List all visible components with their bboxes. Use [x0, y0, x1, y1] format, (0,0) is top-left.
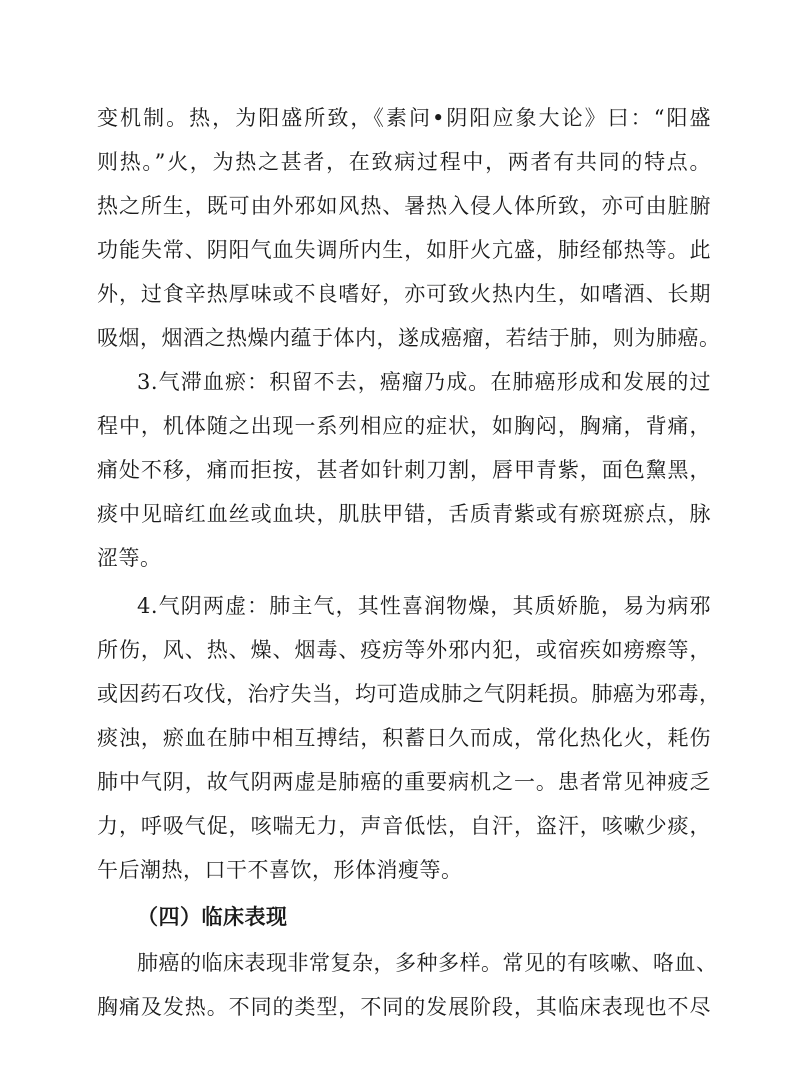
paragraph-first-line: 肺癌的临床表现非常复杂，多种多样。常见的有咳嗽、咯血、: [137, 951, 718, 975]
text-line: 肺中气阴，故气阴两虚是肺癌的重要病机之一。患者常见神疲乏: [97, 770, 711, 794]
text-line: 午后潮热，口干不喜饮，形体消瘦等。: [97, 858, 463, 882]
text-line: 痰浊，瘀血在肺中相互搏结，积蓄日久而成，常化热化火，耗伤: [97, 726, 711, 750]
text-line: 力，呼吸气促，咳喘无力，声音低怯，自汗，盗汗，咳嗽少痰，: [97, 814, 711, 838]
paragraph-first-line: 3.气滞血瘀：积留不去，癌瘤乃成。在肺癌形成和发展的过: [137, 370, 711, 394]
text-line: 涩等。: [97, 546, 162, 570]
text-line: 外，过食辛热厚味或不良嗜好，亦可致火热内生，如嗜酒、长期: [97, 282, 711, 306]
text-line: 程中，机体随之出现一系列相应的症状，如胸闷，胸痛，背痛，: [97, 414, 711, 438]
text-line: 或因药石攻伐，治疗失当，均可造成肺之气阴耗损。肺癌为邪毒，: [97, 682, 721, 706]
paragraph-first-line: 4.气阴两虚：肺主气，其性喜润物燥，其质娇脆，易为病邪: [137, 594, 711, 618]
text-line: 变机制。热，为阳盛所致，《素问•阴阳应象大论》曰：“阳盛: [97, 106, 711, 130]
text-line: 热之所生，既可由外邪如风热、暑热入侵人体所致，亦可由脏腑: [97, 194, 711, 218]
text-line: 胸痛及发热。不同的类型，不同的发展阶段，其临床表现也不尽: [97, 995, 711, 1019]
text-line: 所伤，风、热、燥、烟毒、疫疠等外邪内犯，或宿疾如痨瘵等，: [97, 638, 711, 662]
text-line: 吸烟，烟酒之热燥内蕴于体内，遂成癌瘤，若结于肺，则为肺癌。: [97, 326, 721, 350]
text-line: 痰中见暗红血丝或血块，肌肤甲错，舌质青紫或有瘀斑瘀点，脉: [97, 502, 711, 526]
section-heading: （四）临床表现: [137, 905, 288, 929]
text-line: 痛处不移，痛而拒按，甚者如针刺刀割，唇甲青紫，面色黧黑，: [97, 458, 711, 482]
text-line: 功能失常、阴阳气血失调所内生，如肝火亢盛，肺经郁热等。此: [97, 238, 711, 262]
text-line: 则热。”火，为热之甚者，在致病过程中，两者有共同的特点。: [97, 150, 711, 174]
